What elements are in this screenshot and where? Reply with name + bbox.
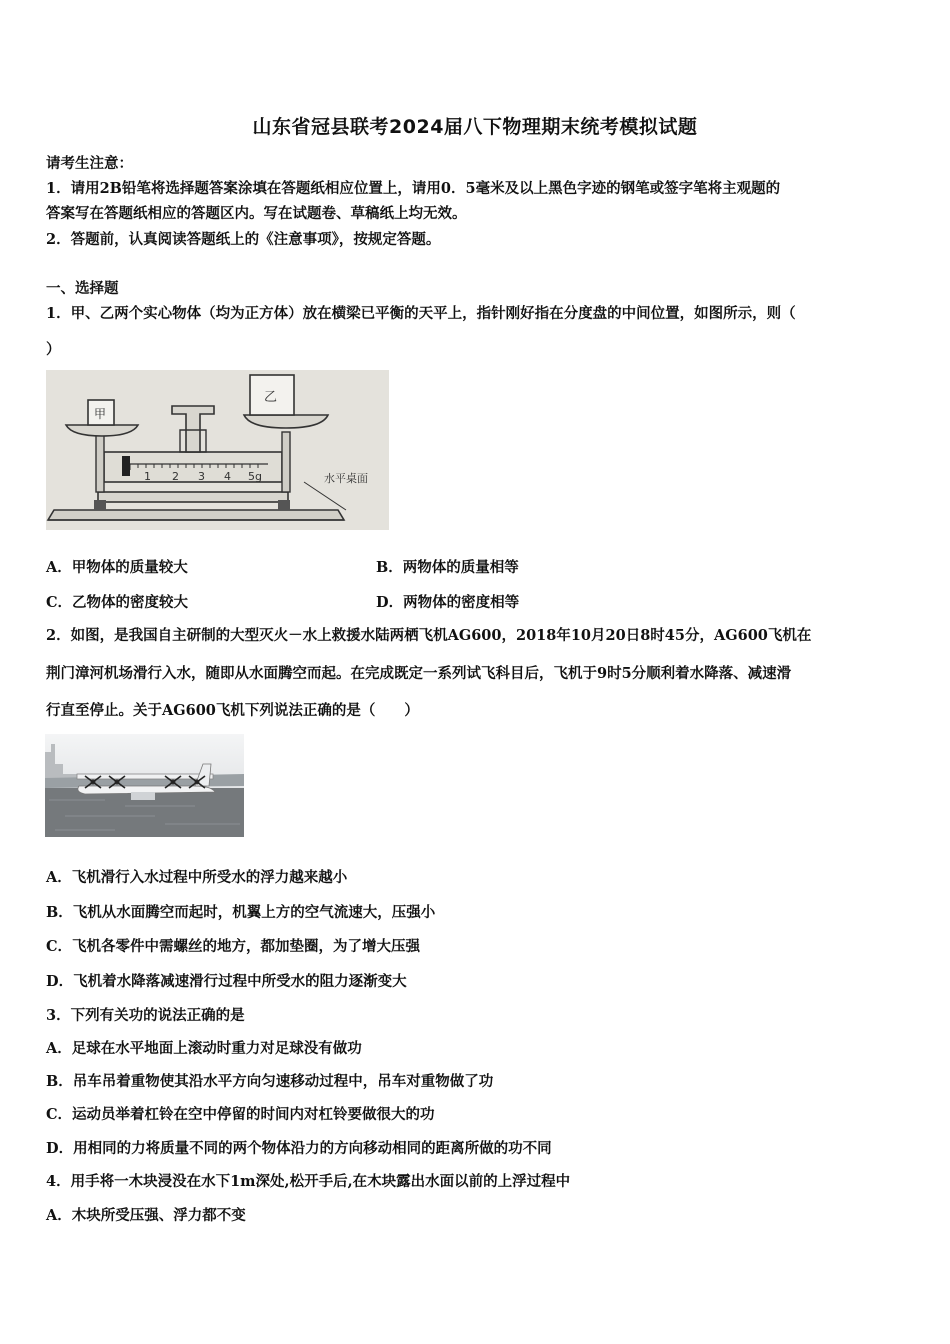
base-foot-left xyxy=(94,500,106,510)
seaplane-photo xyxy=(45,734,244,837)
q3-option-b[interactable]: B．吊车吊着重物使其沿水平方向匀速移动过程中，吊车对重物做了功 xyxy=(46,1073,494,1090)
q2-stem-line-2: 荆门漳河机场滑行入水，随即从水面腾空而起。在完成既定一系列试飞科目后，飞机于9时5分顺利着水降落、减速滑 xyxy=(46,665,792,682)
q1-option-a[interactable]: A．甲物体的质量较大 xyxy=(46,559,188,576)
q1-stem-line-1: 1．甲、乙两个实心物体（均为正方体）放在横梁已平衡的天平上，指针刚好指在分度盘的中间位置，如图所示，则（ xyxy=(46,305,796,322)
cube-yi-label: 乙 xyxy=(264,390,278,405)
scale-label-2: 2 xyxy=(172,470,179,483)
desk-label: 水平桌面 xyxy=(324,472,368,485)
notice-item-1-line-1: 1．请用2B铅笔将选择题答案涂填在答题纸相应位置上，请用0．5毫米及以上黑色字迹的钢笔或签字笔将主观题的 xyxy=(46,180,781,197)
q2-option-a[interactable]: A．飞机滑行入水过程中所受水的浮力越来越小 xyxy=(46,869,348,886)
q3-option-c[interactable]: C．运动员举着杠铃在空中停留的时间内对杠铃要做很大的功 xyxy=(46,1106,435,1123)
q3-stem: 3．下列有关功的说法正确的是 xyxy=(46,1007,245,1024)
base-foot-right xyxy=(278,500,290,510)
q4-stem: 4．用手将一木块浸没在水下1m深处,松开手后,在木块露出水面以前的上浮过程中 xyxy=(46,1173,571,1190)
rider-slider xyxy=(122,456,130,476)
q3-option-d[interactable]: D．用相同的力将质量不同的两个物体沿力的方向移动相同的距离所做的功不同 xyxy=(46,1140,552,1157)
notice-item-1-line-2: 答案写在答题纸相应的答题区内。写在试题卷、草稿纸上均无效。 xyxy=(46,205,467,222)
left-pan-stem xyxy=(96,432,104,492)
q2-option-d[interactable]: D．飞机着水降落减速滑行过程中所受水的阻力逐渐变大 xyxy=(46,973,407,990)
plane-hull xyxy=(131,792,155,800)
q2-stem-line-3: 行直至停止。关于AG600飞机下列说法正确的是（ ） xyxy=(46,702,419,719)
q1-option-b[interactable]: B．两物体的质量相等 xyxy=(376,559,519,576)
scale-label-4: 4 xyxy=(224,470,231,483)
balance-figure xyxy=(46,370,389,530)
scale-label-3: 3 xyxy=(198,470,205,483)
right-pan-stem xyxy=(282,432,290,492)
notice-heading: 请考生注意： xyxy=(46,155,133,172)
notice-item-2: 2．答题前，认真阅读答题纸上的《注意事项》，按规定答题。 xyxy=(46,231,441,248)
scale-label-1: 1 xyxy=(144,470,151,483)
q2-option-c[interactable]: C．飞机各零件中需螺丝的地方，都加垫圈，为了增大压强 xyxy=(46,938,421,955)
balance-illustration xyxy=(46,370,389,530)
q1-option-c[interactable]: C．乙物体的密度较大 xyxy=(46,594,189,611)
q3-option-a[interactable]: A．足球在水平地面上滚动时重力对足球没有做功 xyxy=(46,1040,362,1057)
scale-label-5g: 5g xyxy=(248,470,262,483)
q2-stem-line-1: 2．如图，是我国自主研制的大型灭火－水上救援水陆两栖飞机AG600，2018年10月20日8时45分，AG600飞机在 xyxy=(46,627,812,644)
q4-option-a[interactable]: A．木块所受压强、浮力都不变 xyxy=(46,1207,246,1224)
q2-option-b[interactable]: B．飞机从水面腾空而起时，机翼上方的空气流速大，压强小 xyxy=(46,904,436,921)
q1-option-d[interactable]: D．两物体的密度相等 xyxy=(376,594,520,611)
cube-jia-label: 甲 xyxy=(94,407,107,421)
balance-base xyxy=(98,492,288,502)
desk-surface xyxy=(48,510,344,520)
q1-stem-line-2: ） xyxy=(46,341,61,358)
seaplane-illustration xyxy=(45,734,244,837)
page-title: 山东省冠县联考2024届八下物理期末统考模拟试题 xyxy=(252,116,698,138)
section-heading-choice: 一、选择题 xyxy=(46,280,119,297)
